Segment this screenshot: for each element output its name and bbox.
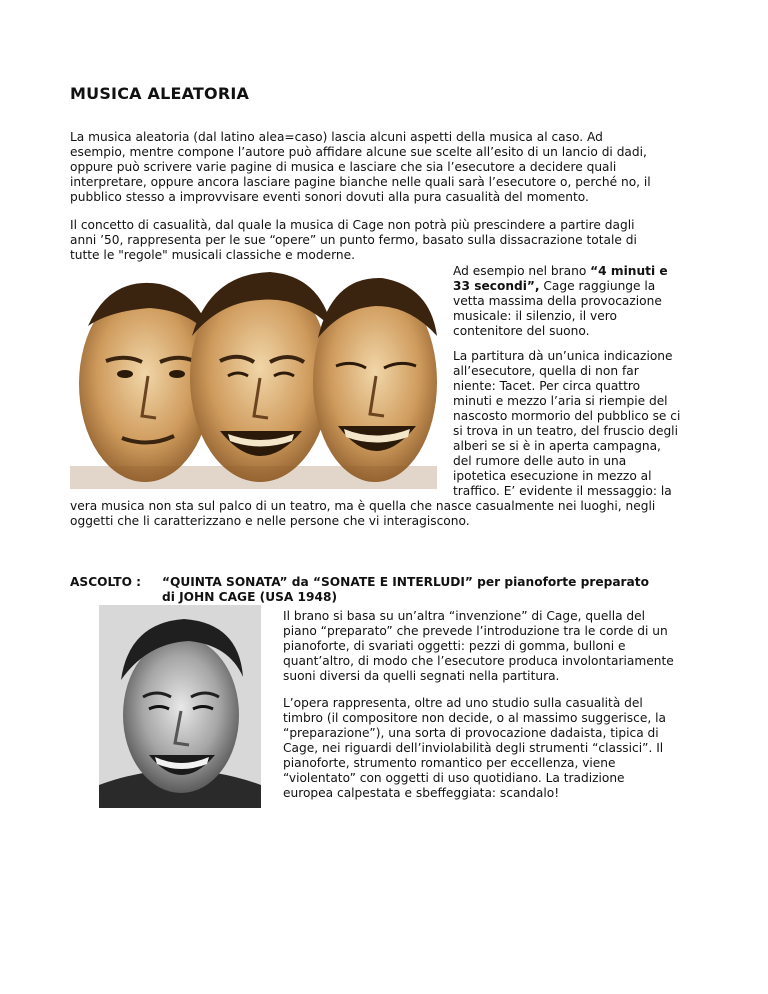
prepared-piano-paragraph xyxy=(283,609,723,684)
text-line: vera musica non sta sul palco di un teatro, ma è quella che nasce casualmente nei luoghi, negli xyxy=(70,499,656,513)
score-paragraph xyxy=(453,349,723,499)
score-paragraph-continuation xyxy=(70,499,655,529)
text-line: pianoforte, strumento romantico per eccellenza, viene xyxy=(283,756,616,770)
text-line: Il brano si basa su un’altra “invenzione” di Cage, quella del xyxy=(283,609,646,623)
text-line: Ad esempio nel brano xyxy=(453,264,591,278)
text-line: interpretare, oppure ancora lasciare pagine bianche nelle quali sarà l’esecutore o, perché no, il xyxy=(70,175,651,189)
text-line: La partitura dà un’unica indicazione xyxy=(453,349,673,363)
text-line: suoni diversi da quelli segnati nella partitura. xyxy=(283,669,560,683)
text-line: musicale: il silenzio, il vero xyxy=(453,309,617,323)
text-line: “QUINTA SONATA” da “SONATE E INTERLUDI” per pianoforte preparato xyxy=(162,575,649,589)
example-paragraph xyxy=(453,264,713,339)
listening-title xyxy=(162,575,722,605)
text-line: timbro (il compositore non decide, o al massimo suggerisce, la xyxy=(283,711,666,725)
text-line: piano “preparato” che prevede l’introduzione tra le corde di un xyxy=(283,624,668,638)
text-line: minuti e mezzo l’aria si riempie del xyxy=(453,394,668,408)
listening-label: ASCOLTO : xyxy=(70,575,142,589)
intro-paragraph xyxy=(70,130,651,205)
text-line: “preparazione”), una sorta di provocazione dadaista, tipica di xyxy=(283,726,659,740)
text-line: esempio, mentre compone l’autore può affidare alcune sue scelte all’esito di un lancio di dadi, xyxy=(70,145,647,159)
concept-paragraph xyxy=(70,218,637,263)
text-line: anni ’50, rappresenta per le sue “opere” un punto fermo, basato sulla dissacrazione totale di xyxy=(70,233,637,247)
text-line: all’esecutore, quella di non far xyxy=(453,364,639,378)
text-line: traffico. E’ evidente il messaggio: la xyxy=(453,484,672,498)
text-line: Cage raggiunge la xyxy=(539,279,656,293)
page-title: MUSICA ALEATORIA xyxy=(70,84,250,103)
text-line: pianoforte, di svariati oggetti: pezzi di gomma, bulloni e xyxy=(283,639,626,653)
text-line: niente: Tacet. Per circa quattro xyxy=(453,379,641,393)
text-line: “violentato” con oggetti di uso quotidiano. La tradizione xyxy=(283,771,625,785)
text-line: ipotetica esecuzione in mezzo al xyxy=(453,469,652,483)
john-cage-portrait xyxy=(99,605,261,808)
text-line: tutte le "regole" musicali classiche e moderne. xyxy=(70,248,356,262)
piece-title-bold: “4 minuti e xyxy=(590,264,668,278)
text-line: di JOHN CAGE (USA 1948) xyxy=(162,590,338,604)
text-line: vetta massima della provocazione xyxy=(453,294,662,308)
text-line: si trova in un teatro, del fruscio degli xyxy=(453,424,678,438)
text-line: quant’altro, di modo che l’esecutore produca involontariamente xyxy=(283,654,674,668)
piece-title-bold: 33 secondi”, xyxy=(453,279,540,293)
text-line: nascosto mormorio del pubblico se ci xyxy=(453,409,681,423)
text-line: pubblico stesso a improvvisare eventi sonori dovuti alla pura casualità del momento. xyxy=(70,190,589,204)
text-line: Il concetto di casualità, dal quale la musica di Cage non potrà più prescindere a partire dagli xyxy=(70,218,635,232)
text-line: europea calpestata e sbeffeggiata: scandalo! xyxy=(283,786,560,800)
text-line: oggetti che li caratterizzano e nelle persone che vi interagiscono. xyxy=(70,514,470,528)
text-line: L’opera rappresenta, oltre ad uno studio sulla casualità del xyxy=(283,696,643,710)
text-line: alberi se si è in aperta campagna, xyxy=(453,439,661,453)
text-line: contenitore del suono. xyxy=(453,324,590,338)
text-line: oppure può scrivere varie pagine di musica e lasciare che sia l’esecutore a decidere quali xyxy=(70,160,617,174)
text-line: Cage, nei riguardi dell’inviolabilità degli strumenti “classici”. Il xyxy=(283,741,664,755)
text-line: del rumore delle auto in una xyxy=(453,454,627,468)
dadaist-paragraph xyxy=(283,696,723,801)
text-line: La musica aleatoria (dal latino alea=caso) lascia alcuni aspetti della musica al caso. Ad xyxy=(70,130,603,144)
three-faces-photo xyxy=(70,266,437,489)
